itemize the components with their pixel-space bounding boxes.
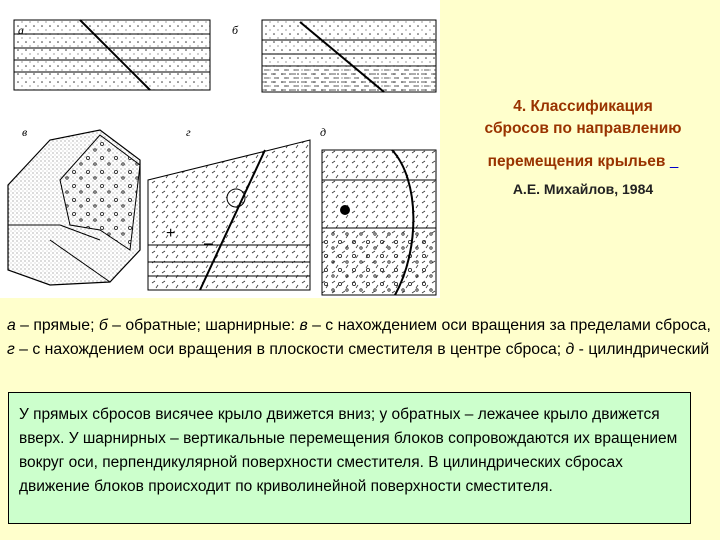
diagram-a [14,20,210,90]
plus-sign: + [166,225,176,242]
caption-text-b: – обратные; шарнирные: [107,317,300,334]
fault-diagram-figure [0,0,440,298]
caption-label-a: а [7,317,16,334]
title-link-underline[interactable] [670,153,679,170]
slide-title-line-1: 4. Классификация [513,98,653,115]
explanation-note-box [8,392,691,524]
label-g: г [186,125,191,139]
caption-label-d: д [565,341,575,358]
author-citation: А.Е. Михайлов, 1984 [512,181,654,197]
explanation-note-text: У прямых сбросов висячее крыло движется вниз; у обратных – лежачее крыло движется вверх. У шарнирных – вертикальные перемещения блоков сопровождаются их вращением вокруг оси, перпендикулярной поверхности сместителя. В цилиндрических сбросах движение блоков происходит по криволинейной поверхности сместителя. [19,406,678,495]
diagram-d [320,125,436,295]
label-b: б [232,23,239,37]
diagram-b [232,20,436,92]
caption-label-v: в [299,317,308,334]
caption-text-d: - цилиндрический [574,341,710,358]
label-v: в [22,125,28,139]
caption-text-g: – с нахождением оси вращения в плоскости сместителя в центре сброса; [14,341,566,358]
caption-label-g: г [7,341,15,358]
diagram-v [8,125,140,285]
caption-text-a: – прямые; [15,317,99,334]
slide-title-line-3 [446,151,720,173]
caption-label-b: б [98,317,108,334]
minus-sign: – [204,235,213,252]
label-a: а [18,23,24,37]
slide-title-line-3-text: перемещения крыльев [487,153,666,170]
label-d: д [320,125,327,139]
caption-text-v: – с нахождением оси вращения за пределами сброса, [307,317,711,334]
diagram-g [148,125,310,290]
slide-title-line-2: сбросов по направлению [484,120,682,137]
figure-caption [7,314,713,362]
fault-diagram-svg [0,0,440,298]
